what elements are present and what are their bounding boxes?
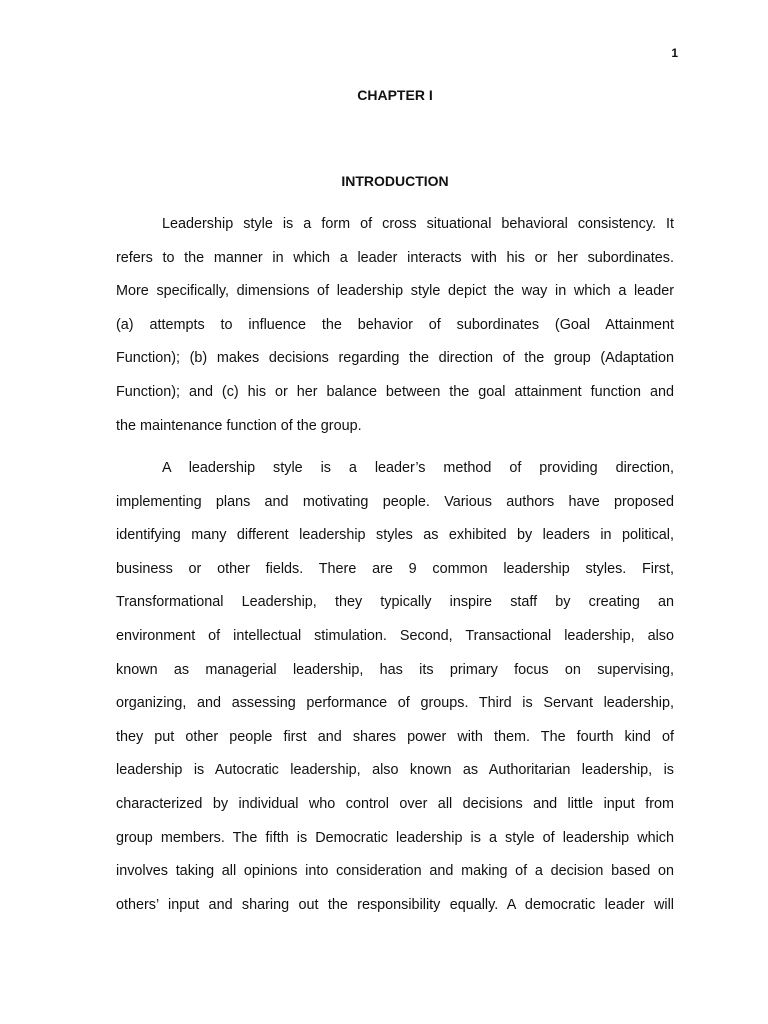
paragraph-line: known as managerial leadership, has its primary focus on supervising,: [116, 661, 674, 678]
paragraph-2: [116, 452, 674, 922]
paragraph-line: refers to the manner in which a leader interacts with his or her subordinates.: [116, 249, 674, 266]
page-number: 1: [671, 46, 678, 60]
chapter-heading: CHAPTER I: [357, 87, 433, 103]
paragraph-line: Function); and (c) his or her balance between the goal attainment function and: [116, 383, 674, 400]
paragraph-line: they put other people first and shares power with them. The fourth kind of: [116, 728, 674, 745]
section-heading: INTRODUCTION: [341, 173, 449, 189]
paragraph-line: the maintenance function of the group.: [116, 417, 362, 434]
paragraph-line: identifying many different leadership styles as exhibited by leaders in political,: [116, 527, 674, 544]
paragraph-line: involves taking all opinions into consideration and making of a decision based on: [116, 863, 674, 880]
paragraph-line: business or other fields. There are 9 common leadership styles. First,: [116, 560, 674, 577]
paragraph-line: (a) attempts to influence the behavior of subordinates (Goal Attainment: [116, 316, 674, 333]
paragraph-1: [116, 208, 674, 443]
paragraph-line: Leadership style is a form of cross situational behavioral consistency. It: [162, 216, 674, 232]
paragraph-line: Function); (b) makes decisions regarding the direction of the group (Adaptation: [116, 350, 674, 367]
paragraph-line: environment of intellectual stimulation. Second, Transactional leadership, also: [116, 627, 674, 644]
paragraph-line: group members. The fifth is Democratic leadership is a style of leadership which: [116, 829, 674, 846]
paragraph-line: More specifically, dimensions of leadership style depict the way in which a leader: [116, 283, 674, 300]
paragraph-line: A leadership style is a leader’s method of providing direction,: [162, 460, 674, 476]
paragraph-line: leadership is Autocratic leadership, also known as Authoritarian leadership, is: [116, 762, 674, 779]
paragraph-line: others’ input and sharing out the responsibility equally. A democratic leader will: [116, 896, 674, 913]
paragraph-line: organizing, and assessing performance of groups. Third is Servant leadership,: [116, 695, 674, 712]
paragraph-line: implementing plans and motivating people. Various authors have proposed: [116, 493, 674, 510]
paragraph-line: characterized by individual who control over all decisions and little input from: [116, 795, 674, 812]
paragraph-line: Transformational Leadership, they typically inspire staff by creating an: [116, 594, 674, 611]
